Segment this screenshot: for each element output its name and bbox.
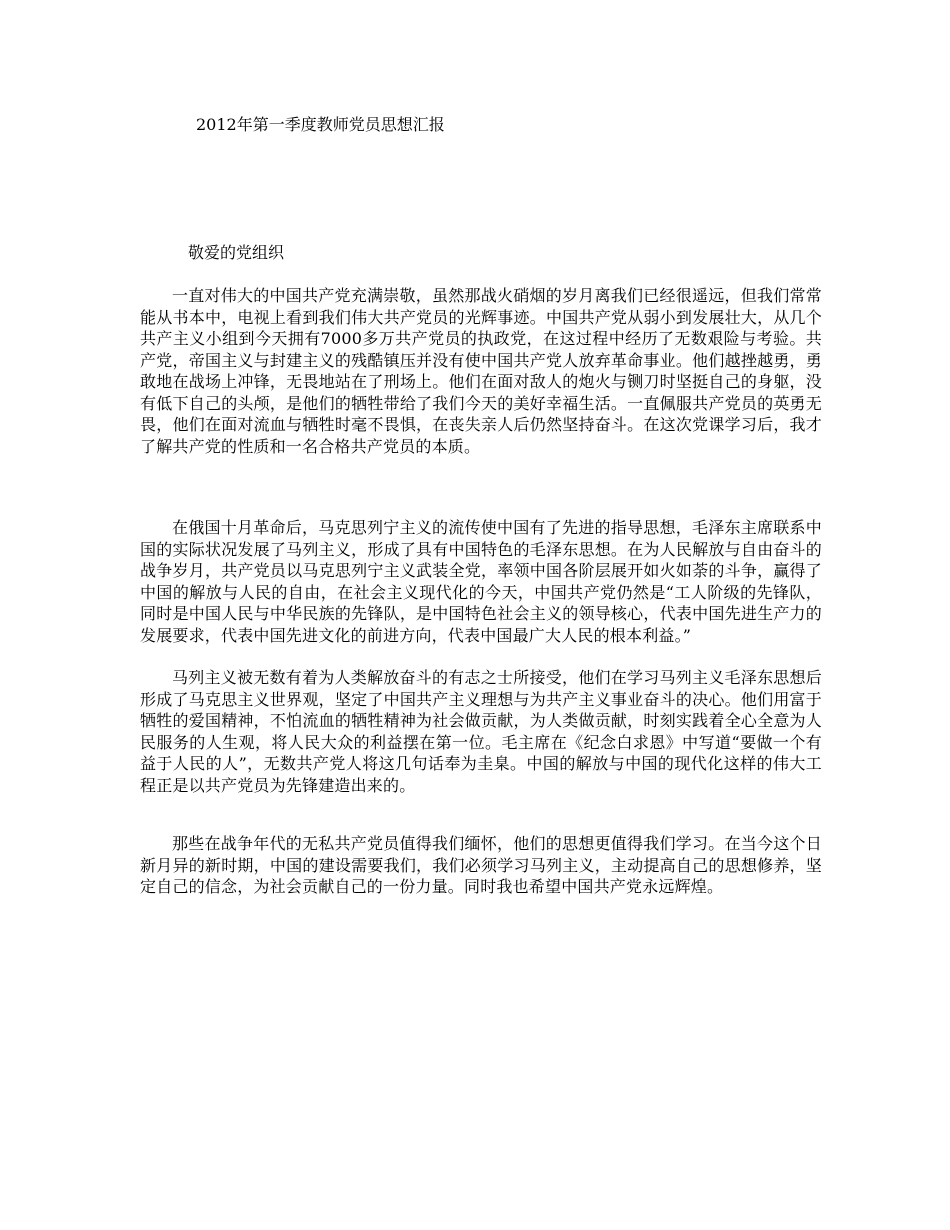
- paragraph-2: 在俄国十月革命后，马克思列宁主义的流传使中国有了先进的指导思想，毛泽东主席联系中国的实际状况发展了马列主义，形成了具有中国特色的毛泽东思想。在为人民解放与自由奋斗的战争岁月，共产党员以马克思列宁主义武装全党，率领中国各阶层展开如火如荼的斗争，赢得了中国的解放与人民的自由，在社会主义现代化的今天，中国共产党仍然是“工人阶级的先锋队，同时是中国人民与中华民族的先锋队，是中国特色社会主义的领导核心，代表中国先进生产力的发展要求，代表中国先进文化的前进方向，代表中国最广大人民的根本利益。”: [140, 518, 822, 645]
- paragraph-3: 马列主义被无数有着为人类解放奋斗的有志之士所接受，他们在学习马列主义毛泽东思想后形成了马克思主义世界观，坚定了中国共产主义理想与为共产主义事业奋斗的决心。他们用富于牺牲的爱国精神，不怕流血的牺牲精神为社会做贡献，为人类做贡献，时刻实践着全心全意为人民服务的人生观，将人民大众的利益摆在第一位。毛主席在《纪念白求恩》中写道“要做一个有益于人民的人”，无数共产党人将这几句话奉为圭臬。中国的解放与中国的现代化这样的伟大工程正是以共产党员为先锋建造出来的。: [140, 668, 822, 795]
- document-title: 2012年第一季度教师党员思想汇报: [196, 115, 445, 134]
- paragraph-4: 那些在战争年代的无私共产党员值得我们缅怀，他们的思想更值得我们学习。在当今这个日新月异的新时期，中国的建设需要我们，我们必须学习马列主义，主动提高自己的思想修养，坚定自己的信念，为社会贡献自己的一份力量。同时我也希望中国共产党永远辉煌。: [140, 834, 822, 896]
- paragraph-1: 一直对伟大的中国共产党充满崇敬，虽然那战火硝烟的岁月离我们已经很遥远，但我们常常能从书本中，电视上看到我们伟大共产党员的光辉事迹。中国共产党从弱小到发展壮大，从几个共产主义小组到今天拥有7000多万共产党员的执政党，在这过程中经历了无数艰险与考验。共产党，帝国主义与封建主义的残酷镇压并没有使中国共产党人放弃革命事业。他们越挫越勇，勇敢地在战场上冲锋，无畏地站在了刑场上。他们在面对敌人的炮火与铡刀时坚挺自己的身躯，没有低下自己的头颅，是他们的牺牲带给了我们今天的美好幸福生活。一直佩服共产党员的英勇无畏，他们在面对流血与牺牲时毫不畏惧，在丧失亲人后仍然坚持奋斗。在这次党课学习后，我才了解共产党的性质和一名合格共产党员的本质。: [140, 286, 822, 456]
- salutation: 敬爱的党组织: [188, 243, 285, 262]
